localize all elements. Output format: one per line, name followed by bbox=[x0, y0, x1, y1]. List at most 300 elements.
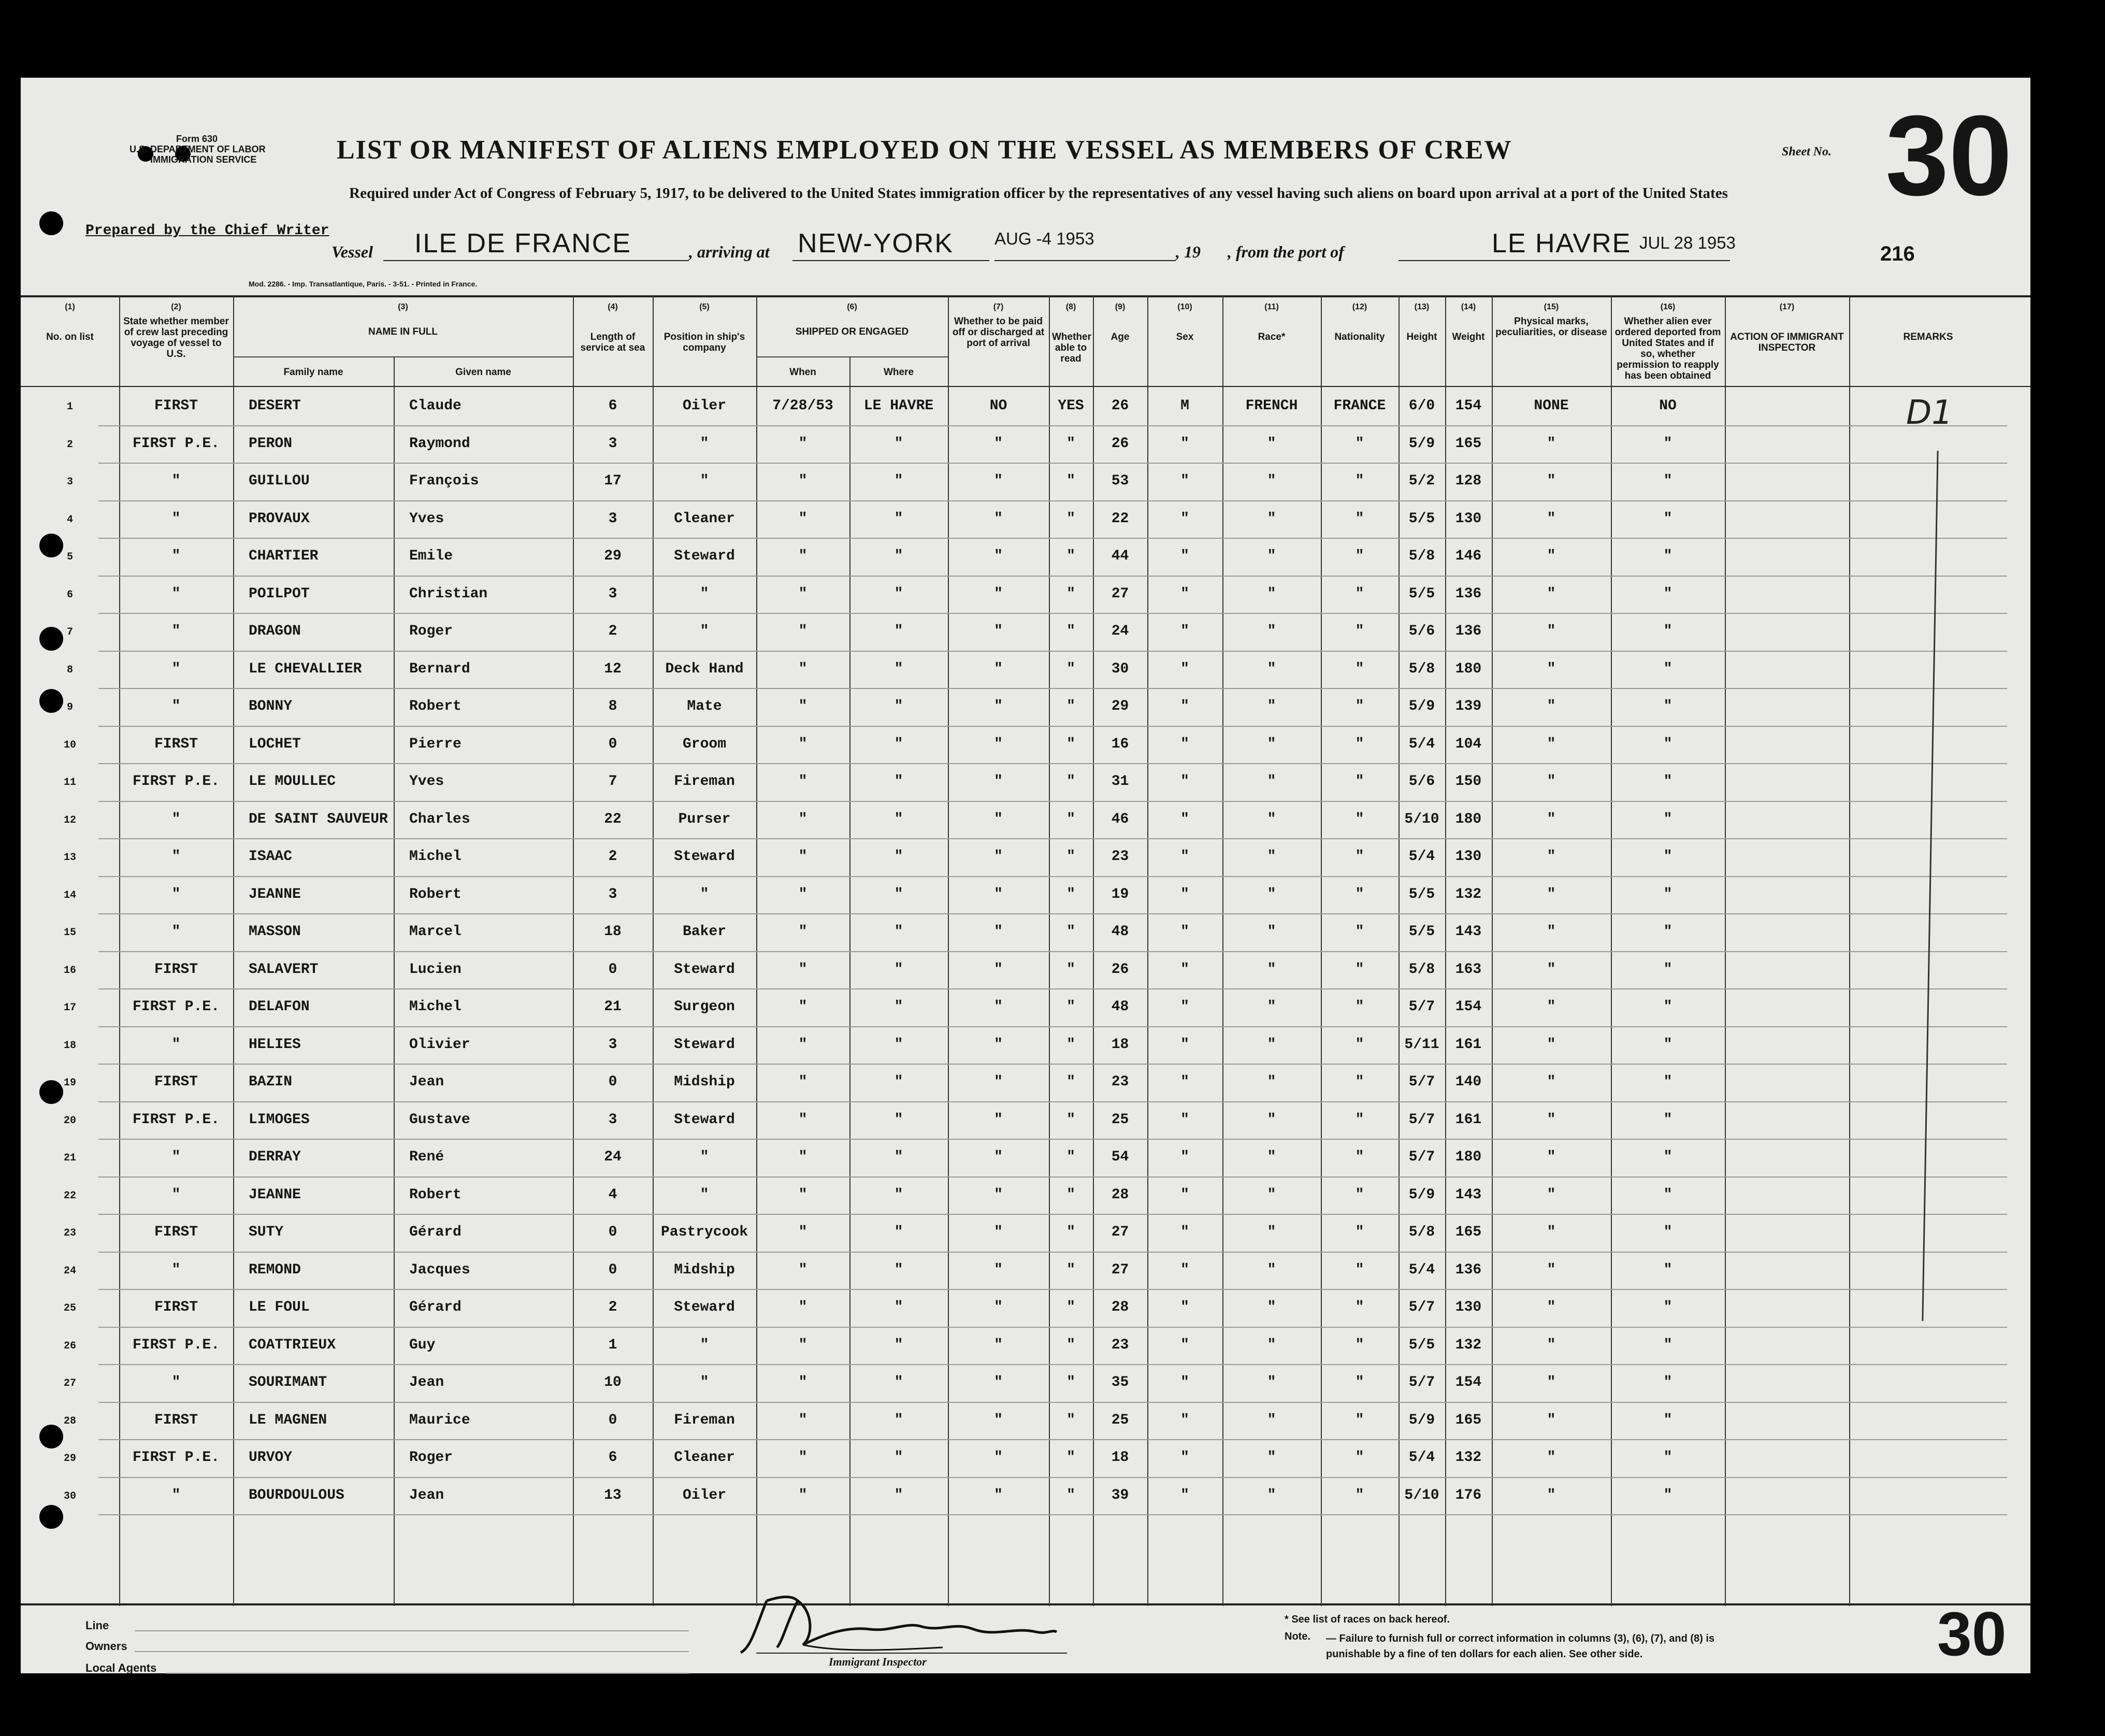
prepared-by: Prepared by the Chief Writer bbox=[85, 223, 329, 239]
subcolumn-header-given: Given name bbox=[455, 367, 511, 378]
cell-no: 14 bbox=[63, 889, 76, 901]
cell-family: GUILLOU bbox=[249, 473, 310, 489]
cell-height: 5/4 bbox=[1408, 1261, 1435, 1278]
cell-deported: " bbox=[1663, 961, 1673, 978]
cell-deported: " bbox=[1663, 473, 1673, 489]
cell-age: 39 bbox=[1111, 1487, 1129, 1503]
cell-read: " bbox=[1066, 1299, 1075, 1315]
cell-when: " bbox=[798, 548, 808, 564]
cell-when: " bbox=[798, 924, 808, 940]
cell-read: " bbox=[1066, 811, 1075, 827]
cell-height: 5/5 bbox=[1408, 924, 1435, 940]
cell-service: 17 bbox=[604, 473, 622, 489]
cell-where: " bbox=[894, 849, 903, 865]
cell-service: 12 bbox=[604, 661, 622, 677]
cell-where: " bbox=[894, 1487, 903, 1503]
reference-number: 216 bbox=[1880, 242, 1915, 265]
cell-where: " bbox=[894, 1036, 903, 1053]
cell-no: 26 bbox=[63, 1340, 76, 1352]
cell-paid: " bbox=[994, 1224, 1003, 1240]
cell-nat: " bbox=[1355, 849, 1364, 865]
cell-read: " bbox=[1066, 1111, 1075, 1128]
cell-sex: " bbox=[1180, 1337, 1189, 1353]
cell-age: 54 bbox=[1111, 1149, 1129, 1165]
cell-marks: " bbox=[1547, 698, 1556, 714]
cell-race: " bbox=[1267, 1450, 1276, 1466]
arriving-port: NEW-YORK bbox=[798, 228, 954, 259]
cell-position: Steward bbox=[674, 961, 735, 978]
column-header: NAME IN FULL bbox=[368, 326, 438, 337]
cell-paid: " bbox=[994, 1111, 1003, 1128]
cell-race: FRENCH bbox=[1245, 398, 1298, 414]
line-label: Line bbox=[85, 1619, 109, 1632]
cell-nat: " bbox=[1355, 585, 1364, 602]
cell-where: " bbox=[894, 1111, 903, 1128]
cell-where: " bbox=[894, 473, 903, 489]
cell-nat: " bbox=[1355, 1450, 1364, 1466]
cell-race: " bbox=[1267, 1149, 1276, 1165]
cell-where: " bbox=[894, 773, 903, 790]
cell-weight: 180 bbox=[1455, 1149, 1482, 1165]
cell-when: " bbox=[798, 510, 808, 527]
punch-hole bbox=[39, 211, 63, 235]
cell-sex: " bbox=[1180, 585, 1189, 602]
cell-read: " bbox=[1066, 510, 1075, 527]
cell-age: 26 bbox=[1111, 398, 1129, 414]
service-label: IMMIGRATION SERVICE bbox=[150, 154, 257, 165]
inspector-label: Immigrant Inspector bbox=[829, 1655, 927, 1668]
column-header: Race* bbox=[1258, 332, 1286, 342]
column-header: State whether member of crew last preceding voyage of vessel to U.S. bbox=[123, 316, 229, 360]
cell-position: Steward bbox=[674, 548, 735, 564]
cell-height: 5/7 bbox=[1408, 1149, 1435, 1165]
cell-deported: " bbox=[1663, 548, 1673, 564]
cell-service: 0 bbox=[608, 1074, 617, 1090]
cell-given: François bbox=[409, 473, 479, 489]
cell-no: 9 bbox=[66, 701, 73, 713]
cell-prev: " bbox=[171, 1487, 181, 1503]
cell-height: 5/7 bbox=[1408, 1074, 1435, 1090]
cell-family: URVOY bbox=[249, 1450, 293, 1466]
cell-weight: 132 bbox=[1455, 1337, 1482, 1353]
cell-nat: " bbox=[1355, 1487, 1364, 1503]
cell-weight: 143 bbox=[1455, 924, 1482, 940]
cell-where: " bbox=[894, 811, 903, 827]
cell-age: 25 bbox=[1111, 1412, 1129, 1428]
cell-weight: 165 bbox=[1455, 1412, 1482, 1428]
cell-paid: " bbox=[994, 1299, 1003, 1315]
cell-given: Jean bbox=[409, 1074, 444, 1090]
cell-race: " bbox=[1267, 961, 1276, 978]
cell-nat: " bbox=[1355, 1224, 1364, 1240]
cell-position: " bbox=[700, 1149, 709, 1165]
cell-race: " bbox=[1267, 811, 1276, 827]
cell-no: 30 bbox=[63, 1490, 76, 1502]
cell-sex: " bbox=[1180, 1299, 1189, 1315]
column-header: SHIPPED OR ENGAGED bbox=[795, 326, 909, 337]
cell-service: 13 bbox=[604, 1487, 622, 1503]
cell-given: René bbox=[409, 1149, 444, 1165]
cell-given: Gustave bbox=[409, 1111, 470, 1128]
cell-family: HELIES bbox=[249, 1036, 301, 1053]
cell-position: " bbox=[700, 585, 709, 602]
subcolumn-rule bbox=[394, 356, 395, 1606]
cell-when: " bbox=[798, 473, 808, 489]
cell-service: 3 bbox=[608, 1036, 617, 1053]
cell-when: " bbox=[798, 1450, 808, 1466]
row-rule bbox=[98, 688, 2007, 689]
cell-nat: " bbox=[1355, 548, 1364, 564]
column-header: Sex bbox=[1176, 332, 1194, 342]
cell-deported: " bbox=[1663, 1487, 1673, 1503]
cell-given: Robert bbox=[409, 1186, 462, 1203]
cell-marks: " bbox=[1547, 1374, 1556, 1390]
cell-where: " bbox=[894, 1261, 903, 1278]
cell-paid: " bbox=[994, 773, 1003, 790]
cell-family: DERRAY bbox=[249, 1149, 301, 1165]
cell-no: 21 bbox=[63, 1152, 76, 1164]
cell-read: " bbox=[1066, 736, 1075, 752]
cell-sex: " bbox=[1180, 999, 1189, 1015]
cell-service: 24 bbox=[604, 1149, 622, 1165]
cell-marks: " bbox=[1547, 736, 1556, 752]
cell-position: Oiler bbox=[682, 1487, 726, 1503]
cell-marks: " bbox=[1547, 1261, 1556, 1278]
row-rule bbox=[98, 1139, 2007, 1140]
cell-sex: " bbox=[1180, 773, 1189, 790]
cell-family: DESERT bbox=[249, 398, 301, 414]
cell-race: " bbox=[1267, 1036, 1276, 1053]
cell-paid: " bbox=[994, 698, 1003, 714]
cell-no: 29 bbox=[63, 1453, 76, 1465]
cell-service: 22 bbox=[604, 811, 622, 827]
row-rule bbox=[98, 538, 2007, 539]
cell-position: Midship bbox=[674, 1074, 735, 1090]
cell-paid: " bbox=[994, 1374, 1003, 1390]
cell-deported: " bbox=[1663, 1074, 1673, 1090]
cell-no: 24 bbox=[63, 1265, 76, 1277]
cell-no: 2 bbox=[66, 438, 73, 451]
row-rule bbox=[98, 1177, 2007, 1178]
cell-height: 5/4 bbox=[1408, 736, 1435, 752]
cell-service: 3 bbox=[608, 886, 617, 902]
cell-read: " bbox=[1066, 623, 1075, 639]
column-header: Height bbox=[1406, 332, 1437, 342]
cell-marks: " bbox=[1547, 999, 1556, 1015]
cell-where: " bbox=[894, 510, 903, 527]
cell-deported: " bbox=[1663, 585, 1673, 602]
cell-service: 2 bbox=[608, 1299, 617, 1315]
column-number: (6) bbox=[847, 303, 857, 311]
cell-service: 4 bbox=[608, 1186, 617, 1203]
cell-nat: " bbox=[1355, 1299, 1364, 1315]
cell-sex: " bbox=[1180, 1074, 1189, 1090]
cell-sex: " bbox=[1180, 1224, 1189, 1240]
cell-family: SALAVERT bbox=[249, 961, 319, 978]
cell-sex: " bbox=[1180, 623, 1189, 639]
cell-family: DRAGON bbox=[249, 623, 301, 639]
cell-prev: " bbox=[171, 1149, 181, 1165]
cell-prev: " bbox=[171, 585, 181, 602]
cell-marks: " bbox=[1547, 849, 1556, 865]
cell-service: 0 bbox=[608, 736, 617, 752]
cell-prev: " bbox=[171, 1036, 181, 1053]
cell-where: " bbox=[894, 435, 903, 452]
cell-race: " bbox=[1267, 736, 1276, 752]
cell-deported: " bbox=[1663, 698, 1673, 714]
cell-nat: " bbox=[1355, 1186, 1364, 1203]
cell-family: BONNY bbox=[249, 698, 293, 714]
cell-when: " bbox=[798, 1374, 808, 1390]
cell-sex: " bbox=[1180, 811, 1189, 827]
department-label: U.S. DEPARTMENT OF LABOR bbox=[129, 144, 266, 154]
cell-deported: " bbox=[1663, 510, 1673, 527]
cell-marks: " bbox=[1547, 1487, 1556, 1503]
cell-deported: " bbox=[1663, 1299, 1673, 1315]
cell-weight: 130 bbox=[1455, 510, 1482, 527]
races-note: * See list of races on back hereof. bbox=[1285, 1614, 1450, 1625]
cell-race: " bbox=[1267, 510, 1276, 527]
column-header: REMARKS bbox=[1903, 332, 1953, 342]
cell-deported: " bbox=[1663, 1036, 1673, 1053]
cell-where: " bbox=[894, 585, 903, 602]
cell-prev: FIRST bbox=[154, 1224, 198, 1240]
cell-where: " bbox=[894, 961, 903, 978]
cell-where: " bbox=[894, 924, 903, 940]
cell-nat: " bbox=[1355, 661, 1364, 677]
cell-read: " bbox=[1066, 886, 1075, 902]
cell-prev: " bbox=[171, 698, 181, 714]
cell-height: 5/8 bbox=[1408, 961, 1435, 978]
cell-service: 0 bbox=[608, 1261, 617, 1278]
cell-no: 15 bbox=[63, 927, 76, 939]
cell-age: 18 bbox=[1111, 1036, 1129, 1053]
cell-age: 22 bbox=[1111, 510, 1129, 527]
column-header: Physical marks, peculiarities, or disease bbox=[1495, 316, 1607, 338]
cell-marks: " bbox=[1547, 924, 1556, 940]
table-top-rule bbox=[21, 295, 2030, 297]
cell-paid: " bbox=[994, 961, 1003, 978]
cell-position: " bbox=[700, 435, 709, 452]
column-number: (2) bbox=[171, 303, 181, 311]
cell-family: JEANNE bbox=[249, 1186, 301, 1203]
cell-marks: " bbox=[1547, 1224, 1556, 1240]
cell-age: 18 bbox=[1111, 1450, 1129, 1466]
cell-prev: " bbox=[171, 1186, 181, 1203]
cell-no: 17 bbox=[63, 1002, 76, 1014]
cell-deported: " bbox=[1663, 811, 1673, 827]
column-number: (11) bbox=[1264, 303, 1279, 311]
cell-family: PROVAUX bbox=[249, 510, 310, 527]
note-text: — Failure to furnish full or correct information in columns (3), (6), (7), and (8) is punishable by a fine of ten dollars for each alien. See other side. bbox=[1326, 1633, 1715, 1660]
cell-nat: " bbox=[1355, 1074, 1364, 1090]
cell-age: 31 bbox=[1111, 773, 1129, 790]
row-rule bbox=[98, 726, 2007, 727]
cell-no: 1 bbox=[66, 401, 73, 413]
header-bottom-rule bbox=[21, 386, 2030, 387]
year-label: , 19 bbox=[1176, 242, 1201, 261]
row-rule bbox=[98, 1101, 2007, 1102]
cell-deported: " bbox=[1663, 1111, 1673, 1128]
from-underline bbox=[1398, 260, 1730, 261]
cell-weight: 140 bbox=[1455, 1074, 1482, 1090]
cell-given: Michel bbox=[409, 849, 462, 865]
cell-height: 5/5 bbox=[1408, 510, 1435, 527]
cell-height: 6/0 bbox=[1408, 398, 1435, 414]
cell-age: 26 bbox=[1111, 961, 1129, 978]
cell-paid: " bbox=[994, 435, 1003, 452]
column-header: ACTION OF IMMIGRANT INSPECTOR bbox=[1730, 332, 1844, 353]
cell-age: 16 bbox=[1111, 736, 1129, 752]
cell-no: 28 bbox=[63, 1415, 76, 1427]
cell-family: COATTRIEUX bbox=[249, 1337, 336, 1353]
cell-position: Fireman bbox=[674, 1412, 735, 1428]
cell-race: " bbox=[1267, 1337, 1276, 1353]
cell-race: " bbox=[1267, 585, 1276, 602]
cell-weight: 165 bbox=[1455, 435, 1482, 452]
cell-weight: 154 bbox=[1455, 999, 1482, 1015]
cell-nat: " bbox=[1355, 811, 1364, 827]
cell-race: " bbox=[1267, 924, 1276, 940]
cell-deported: " bbox=[1663, 773, 1673, 790]
form-number: Form 630 bbox=[176, 134, 218, 144]
cell-nat: " bbox=[1355, 1261, 1364, 1278]
cell-height: 5/10 bbox=[1404, 1487, 1439, 1503]
cell-marks: " bbox=[1547, 1111, 1556, 1128]
cell-family: BOURDOULOUS bbox=[249, 1487, 344, 1503]
cell-weight: 136 bbox=[1455, 585, 1482, 602]
cell-nat: " bbox=[1355, 999, 1364, 1015]
cell-read: " bbox=[1066, 773, 1075, 790]
row-rule bbox=[98, 1026, 2007, 1027]
cell-race: " bbox=[1267, 773, 1276, 790]
cell-family: LIMOGES bbox=[249, 1111, 310, 1128]
cell-race: " bbox=[1267, 435, 1276, 452]
cell-marks: " bbox=[1547, 1036, 1556, 1053]
row-rule bbox=[98, 876, 2007, 877]
cell-deported: " bbox=[1663, 1261, 1673, 1278]
cell-race: " bbox=[1267, 1412, 1276, 1428]
cell-nat: " bbox=[1355, 435, 1364, 452]
cell-service: 29 bbox=[604, 548, 622, 564]
cell-family: LE FOUL bbox=[249, 1299, 310, 1315]
cell-given: Robert bbox=[409, 886, 462, 902]
cell-age: 27 bbox=[1111, 1261, 1129, 1278]
cell-nat: " bbox=[1355, 1337, 1364, 1353]
cell-where: " bbox=[894, 1074, 903, 1090]
cell-deported: " bbox=[1663, 849, 1673, 865]
arriving-label: , arriving at bbox=[689, 242, 770, 261]
cell-when: " bbox=[798, 1224, 808, 1240]
cell-paid: NO bbox=[989, 398, 1007, 414]
cell-height: 5/8 bbox=[1408, 1224, 1435, 1240]
column-number: (1) bbox=[65, 303, 75, 311]
cell-paid: " bbox=[994, 548, 1003, 564]
cell-no: 23 bbox=[63, 1227, 76, 1239]
cell-position: Cleaner bbox=[674, 1450, 735, 1466]
cell-given: Jean bbox=[409, 1487, 444, 1503]
cell-read: " bbox=[1066, 924, 1075, 940]
cell-race: " bbox=[1267, 849, 1276, 865]
cell-no: 6 bbox=[66, 589, 73, 601]
cell-age: 24 bbox=[1111, 623, 1129, 639]
cell-service: 7 bbox=[608, 773, 617, 790]
cell-race: " bbox=[1267, 661, 1276, 677]
cell-when: " bbox=[798, 698, 808, 714]
cell-service: 0 bbox=[608, 961, 617, 978]
cell-family: MASSON bbox=[249, 924, 301, 940]
subcolumn-header-when: When bbox=[789, 367, 816, 378]
row-rule bbox=[98, 425, 2007, 426]
cell-prev: " bbox=[171, 473, 181, 489]
cell-height: 5/9 bbox=[1408, 435, 1435, 452]
cell-nat: " bbox=[1355, 1036, 1364, 1053]
cell-height: 5/9 bbox=[1408, 1186, 1435, 1203]
cell-given: Emile bbox=[409, 548, 453, 564]
cell-paid: " bbox=[994, 849, 1003, 865]
cell-when: " bbox=[798, 1149, 808, 1165]
cell-height: 5/7 bbox=[1408, 1299, 1435, 1315]
cell-family: LE MOULLEC bbox=[249, 773, 336, 790]
cell-nat: FRANCE bbox=[1333, 398, 1386, 414]
cell-deported: " bbox=[1663, 1450, 1673, 1466]
cell-family: DELAFON bbox=[249, 999, 310, 1015]
from-port: LE HAVRE bbox=[1492, 228, 1632, 259]
cell-position: Cleaner bbox=[674, 510, 735, 527]
column-header: Position in ship's company bbox=[664, 332, 745, 353]
cell-given: Gérard bbox=[409, 1299, 462, 1315]
cell-height: 5/2 bbox=[1408, 473, 1435, 489]
cell-where: " bbox=[894, 1412, 903, 1428]
cell-marks: " bbox=[1547, 435, 1556, 452]
cell-height: 5/10 bbox=[1404, 811, 1439, 827]
vessel-underline bbox=[383, 260, 689, 261]
cell-when: " bbox=[798, 1487, 808, 1503]
cell-given: Gérard bbox=[409, 1224, 462, 1240]
cell-read: " bbox=[1066, 585, 1075, 602]
cell-sex: " bbox=[1180, 548, 1189, 564]
cell-position: Deck Hand bbox=[665, 661, 744, 677]
cell-where: LE HAVRE bbox=[863, 398, 934, 414]
cell-read: " bbox=[1066, 1487, 1075, 1503]
cell-given: Maurice bbox=[409, 1412, 470, 1428]
printer-line: Mod. 2286. - Imp. Transatlantique, Paris. - 3-51. - Printed in France. bbox=[249, 280, 478, 288]
cell-prev: FIRST bbox=[154, 1074, 198, 1090]
cell-marks: " bbox=[1547, 585, 1556, 602]
cell-weight: 163 bbox=[1455, 961, 1482, 978]
cell-when: " bbox=[798, 1299, 808, 1315]
cell-given: Raymond bbox=[409, 435, 470, 452]
cell-age: 28 bbox=[1111, 1299, 1129, 1315]
cell-deported: " bbox=[1663, 924, 1673, 940]
cell-weight: 143 bbox=[1455, 1186, 1482, 1203]
cell-height: 5/9 bbox=[1408, 698, 1435, 714]
cell-nat: " bbox=[1355, 961, 1364, 978]
cell-paid: " bbox=[994, 1149, 1003, 1165]
cell-prev: FIRST P.E. bbox=[132, 1450, 220, 1466]
cell-weight: 136 bbox=[1455, 1261, 1482, 1278]
cell-family: LE MAGNEN bbox=[249, 1412, 327, 1428]
cell-prev: FIRST P.E. bbox=[132, 435, 220, 452]
cell-paid: " bbox=[994, 1036, 1003, 1053]
cell-family: REMOND bbox=[249, 1261, 301, 1278]
cell-weight: 161 bbox=[1455, 1111, 1482, 1128]
row-rule bbox=[98, 1439, 2007, 1440]
cell-age: 23 bbox=[1111, 849, 1129, 865]
cell-when: " bbox=[798, 585, 808, 602]
cell-when: " bbox=[798, 849, 808, 865]
row-rule bbox=[98, 801, 2007, 802]
